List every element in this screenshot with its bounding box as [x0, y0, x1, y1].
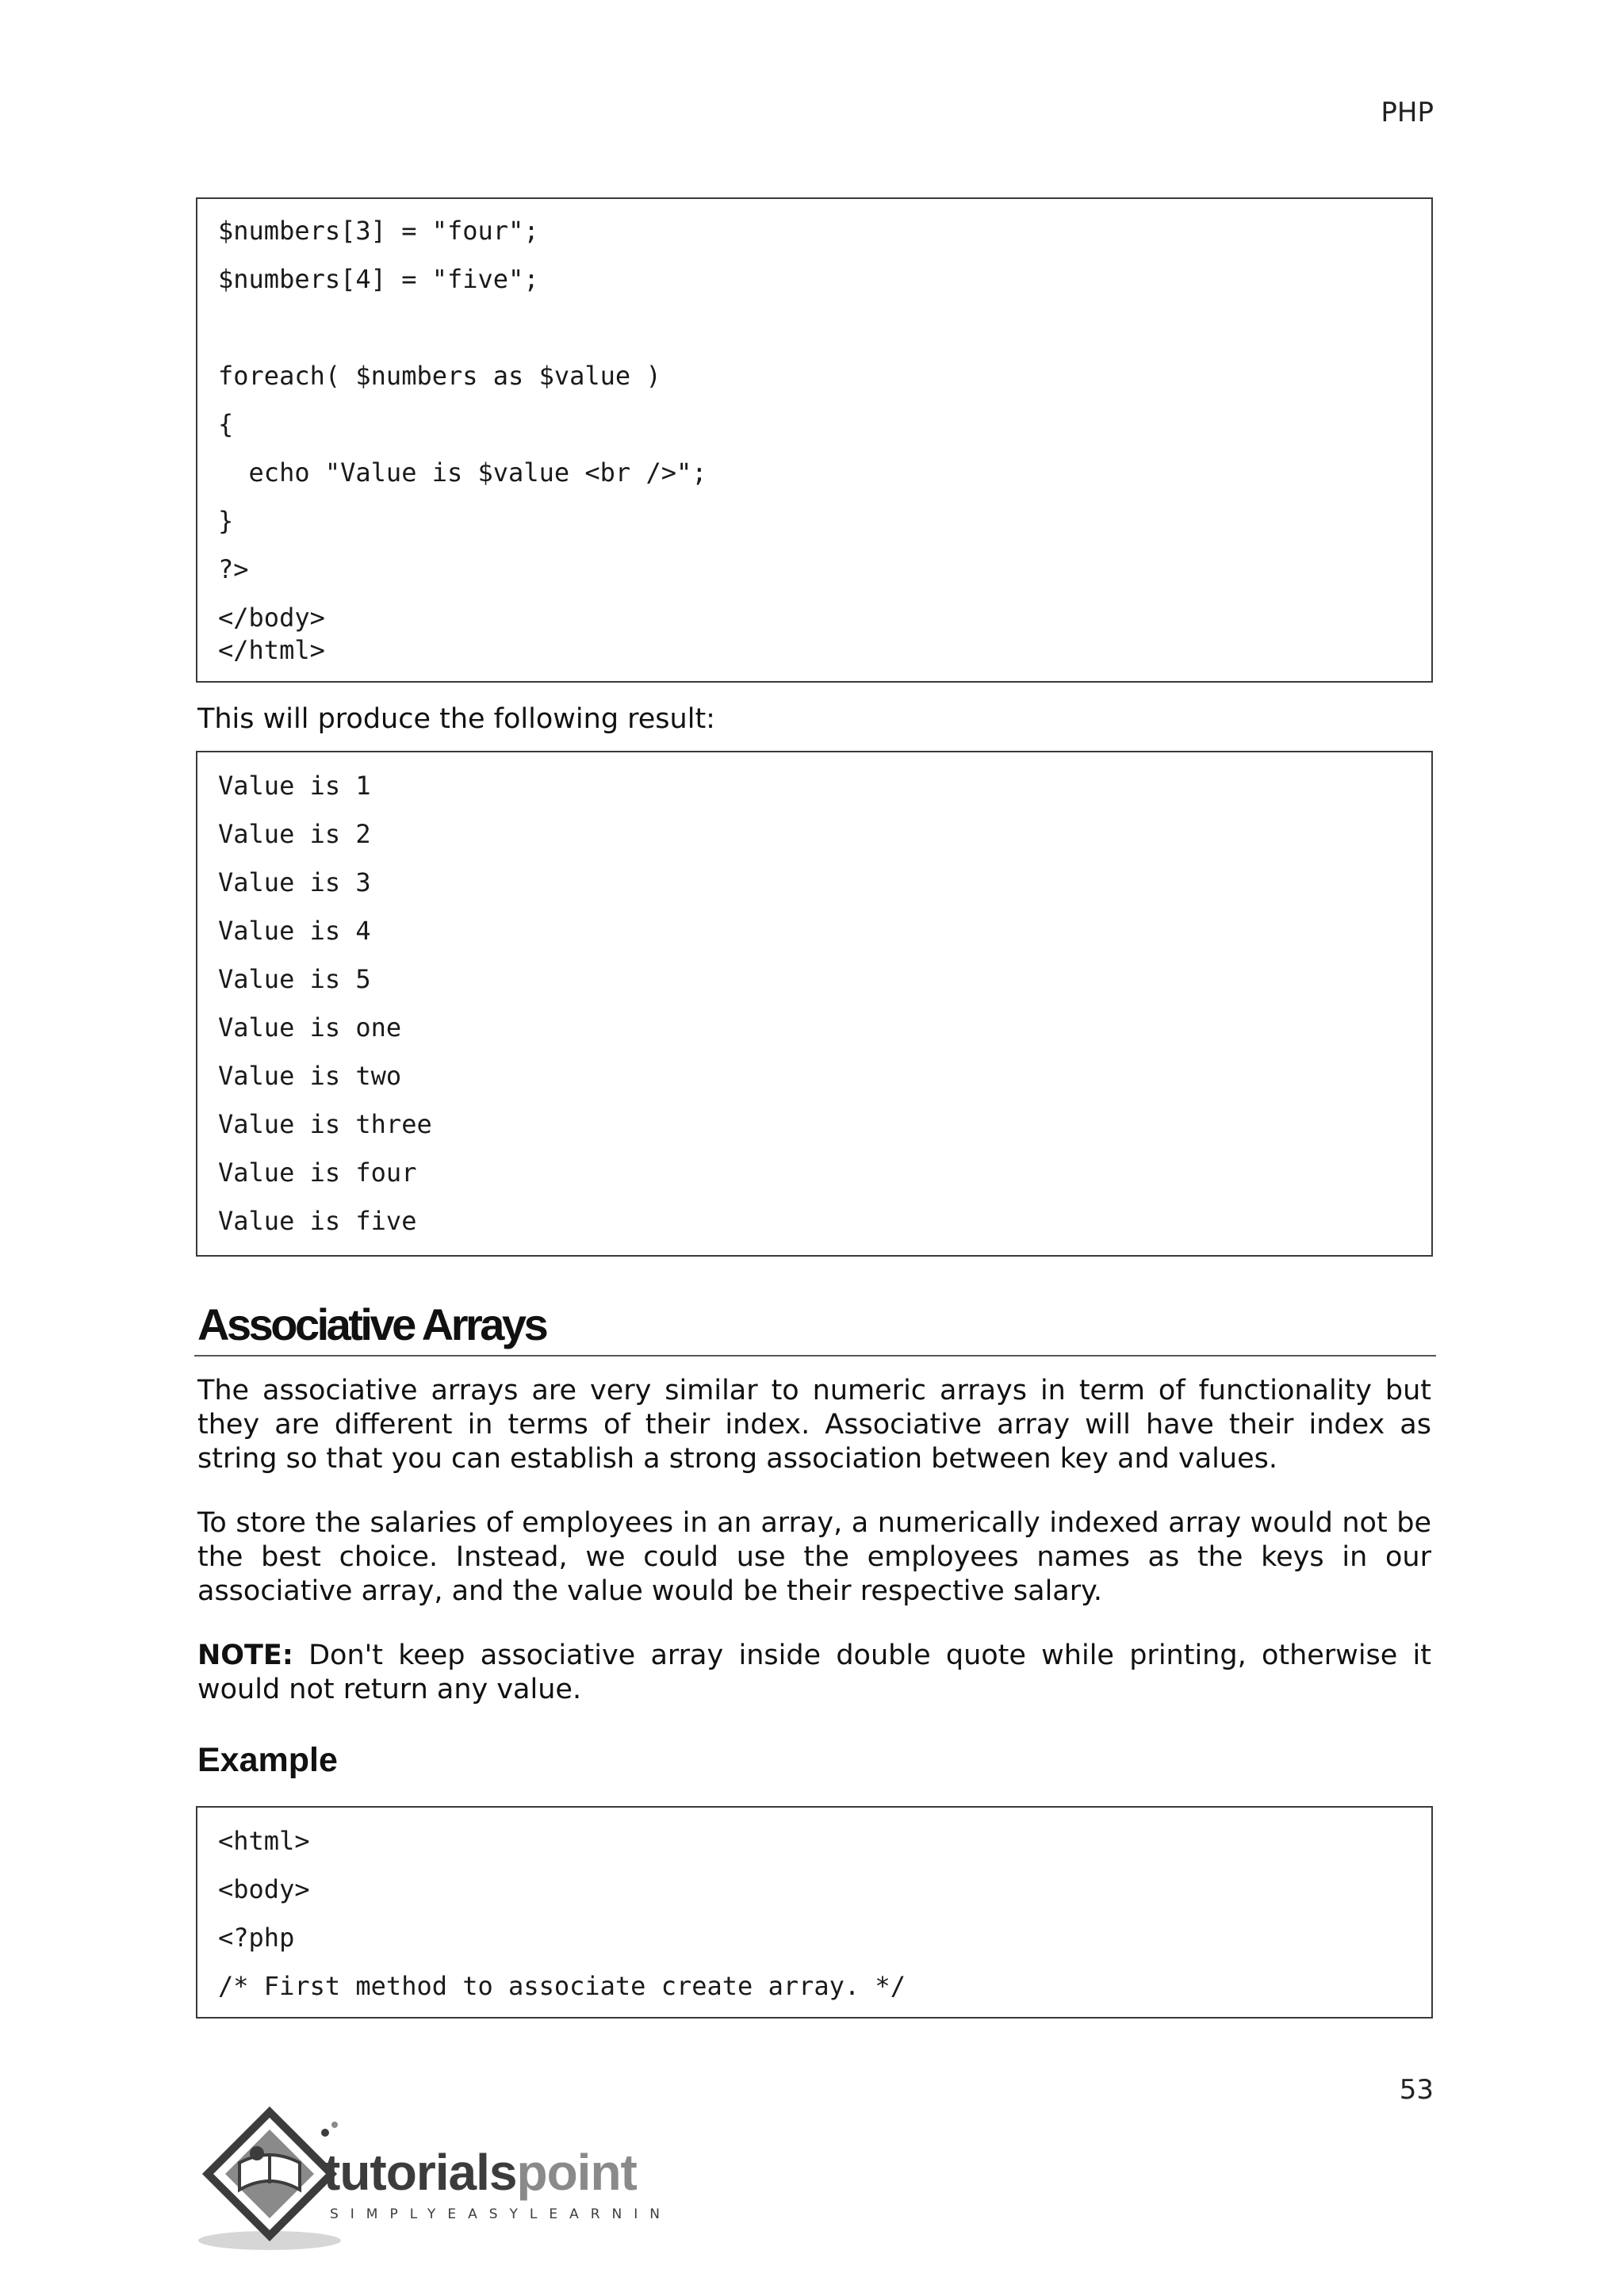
- logo-dot: [321, 2129, 329, 2137]
- page-number: 53: [1399, 2074, 1434, 2106]
- logo-dot: [331, 2122, 338, 2128]
- output-line: Value is five: [218, 1206, 417, 1236]
- code-line: ?>: [218, 554, 249, 584]
- output-line: Value is one: [218, 1012, 402, 1043]
- output-line: Value is 2: [218, 819, 371, 849]
- section-divider: [194, 1355, 1436, 1357]
- output-line: Value is four: [218, 1158, 417, 1188]
- example-code-block: [196, 1806, 1433, 2019]
- page-header-chapter: PHP: [1381, 97, 1434, 128]
- section-paragraph-2: [197, 1506, 1431, 1609]
- code-line: </body>: [218, 603, 325, 633]
- paragraph-text: The associative arrays are very similar to numeric arrays in term of functionality but they are different in terms of their index. Associative array will have their index as string so that you can establish a strong association between key and values.: [197, 1375, 1431, 1475]
- code-line: foreach( $numbers as $value ): [218, 361, 661, 391]
- tutorialspoint-logo: [190, 2101, 666, 2260]
- logo-tagline: SIMPLYEASYLEARNING: [330, 2206, 666, 2222]
- section-heading: Associative Arrays: [197, 1299, 546, 1349]
- output-line: Value is 5: [218, 964, 371, 994]
- paragraph-text: To store the salaries of employees in an array, a numerically indexed array would not be the best choice. Instead, we could use the employees names as the keys in our associative array, and the value would be their respective salary.: [197, 1507, 1431, 1607]
- code-block-1: [196, 197, 1433, 683]
- output-line: Value is 3: [218, 867, 371, 897]
- output-line: Value is two: [218, 1061, 402, 1091]
- code-line: <?php: [218, 1923, 295, 1953]
- output-line: Value is three: [218, 1109, 432, 1139]
- code-line: <body>: [218, 1874, 310, 1904]
- code-line: </html>: [218, 635, 325, 665]
- code-line: /* First method to associate create array. */: [218, 1971, 906, 2001]
- code-line: {: [218, 409, 234, 439]
- code-line: <html>: [218, 1826, 310, 1856]
- result-intro: [197, 702, 1431, 737]
- note-label: NOTE:: [197, 1640, 293, 1671]
- code-line: $numbers[3] = "four";: [218, 216, 539, 246]
- note-text: [197, 1639, 1431, 1707]
- code-line: echo "Value is $value <br />";: [218, 457, 707, 488]
- code-line: }: [218, 506, 234, 536]
- example-heading: Example: [197, 1741, 338, 1779]
- code-line: $numbers[4] = "five";: [218, 264, 539, 294]
- note-paragraph: [197, 1639, 1431, 1707]
- logo-graphic: [190, 2101, 666, 2260]
- output-line: Value is 1: [218, 771, 371, 801]
- logo-figure-head: [250, 2146, 264, 2160]
- logo-wordmark: tutorialspoint: [324, 2144, 637, 2201]
- output-line: Value is 4: [218, 916, 371, 946]
- output-block: [196, 751, 1433, 1257]
- section-paragraph-1: [197, 1374, 1431, 1476]
- result-intro-text: This will produce the following result:: [197, 703, 715, 735]
- note-body: Don't keep associative array inside double quote while printing, otherwise it would not return any value.: [197, 1640, 1431, 1705]
